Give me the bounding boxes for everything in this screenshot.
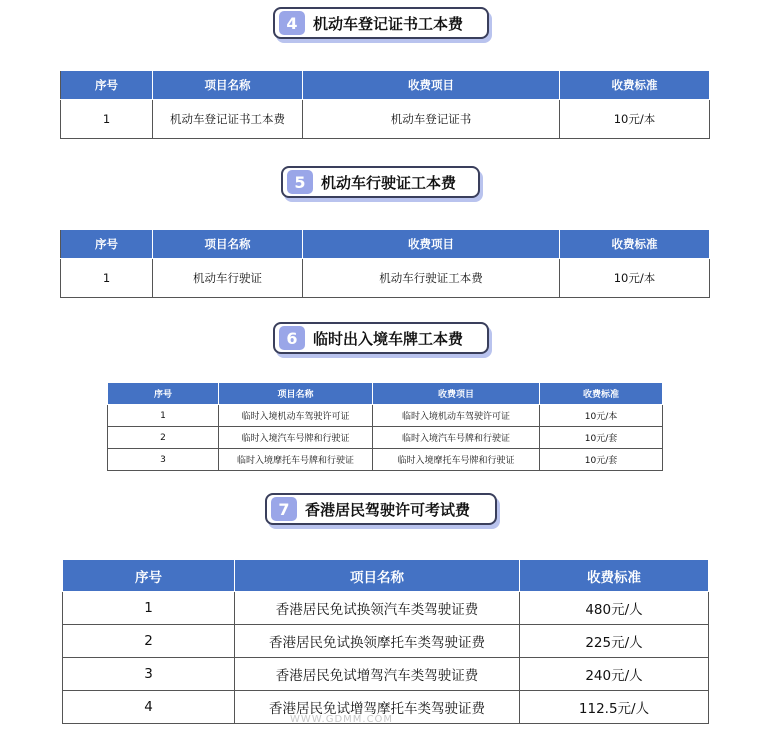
table-cell: 10元/本 <box>560 259 710 298</box>
table-cell: 1 <box>61 259 153 298</box>
header-cell: 收费标准 <box>520 560 709 592</box>
table-cell: 480元/人 <box>520 592 709 625</box>
table-header-row <box>63 560 709 592</box>
section-7-heading <box>265 493 497 525</box>
header-cell: 收费标准 <box>560 230 710 259</box>
table-row <box>108 427 663 449</box>
table-cell: 240元/人 <box>520 658 709 691</box>
table-cell: 临时入境机动车驾驶许可证 <box>373 405 540 427</box>
table-cell: 临时入境摩托车号牌和行驶证 <box>373 449 540 471</box>
section-6-heading <box>273 322 489 354</box>
table-cell: 机动车行驶证 <box>153 259 303 298</box>
section-5-number: 5 <box>287 170 313 194</box>
section-5-heading <box>281 166 480 198</box>
table-cell: 10元/套 <box>540 427 663 449</box>
table-cell: 1 <box>61 100 153 139</box>
table-cell: 临时入境机动车驾驶许可证 <box>219 405 373 427</box>
table-row <box>61 259 710 298</box>
section-4-table <box>60 70 710 139</box>
table-cell: 2 <box>108 427 219 449</box>
section-4-number: 4 <box>279 11 305 35</box>
section-5-title: 机动车行驶证工本费 <box>321 173 457 192</box>
table-cell: 10元/本 <box>560 100 710 139</box>
header-cell: 收费标准 <box>560 71 710 100</box>
table-header-row <box>61 230 710 259</box>
header-cell: 序号 <box>61 230 153 259</box>
section-6-number: 6 <box>279 326 305 350</box>
table-cell: 1 <box>63 592 235 625</box>
header-cell: 项目名称 <box>153 230 303 259</box>
section-5-table <box>60 229 710 298</box>
section-6-table <box>107 382 663 471</box>
header-cell: 序号 <box>108 383 219 405</box>
table-cell: 香港居民免试增驾摩托车类驾驶证费 <box>235 691 520 724</box>
table-cell: 1 <box>108 405 219 427</box>
table-cell: 10元/套 <box>540 449 663 471</box>
section-7-number: 7 <box>271 497 297 521</box>
table-header-row <box>108 383 663 405</box>
table-cell: 香港居民免试增驾汽车类驾驶证费 <box>235 658 520 691</box>
table-row <box>108 449 663 471</box>
table-cell: 3 <box>108 449 219 471</box>
table-cell: 225元/人 <box>520 625 709 658</box>
section-7-table <box>62 559 709 724</box>
watermark: WWW.GDMM.COM <box>290 714 394 725</box>
table-cell: 临时入境汽车号牌和行驶证 <box>373 427 540 449</box>
table-cell: 112.5元/人 <box>520 691 709 724</box>
header-cell: 序号 <box>61 71 153 100</box>
header-cell: 项目名称 <box>219 383 373 405</box>
table-cell: 4 <box>63 691 235 724</box>
header-cell: 序号 <box>63 560 235 592</box>
table-cell: 临时入境汽车号牌和行驶证 <box>219 427 373 449</box>
header-cell: 收费项目 <box>303 71 560 100</box>
section-7-title: 香港居民驾驶许可考试费 <box>305 500 471 519</box>
section-4-title: 机动车登记证书工本费 <box>313 14 464 33</box>
table-cell: 机动车登记证书 <box>303 100 560 139</box>
table-cell: 10元/本 <box>540 405 663 427</box>
header-cell: 收费项目 <box>373 383 540 405</box>
table-cell: 临时入境摩托车号牌和行驶证 <box>219 449 373 471</box>
table-cell: 3 <box>63 658 235 691</box>
table-row <box>63 658 709 691</box>
table-cell: 2 <box>63 625 235 658</box>
header-cell: 收费项目 <box>303 230 560 259</box>
header-cell: 项目名称 <box>235 560 520 592</box>
table-cell: 机动车登记证书工本费 <box>153 100 303 139</box>
table-cell: 香港居民免试换领摩托车类驾驶证费 <box>235 625 520 658</box>
table-row <box>63 625 709 658</box>
table-row <box>63 592 709 625</box>
table-cell: 机动车行驶证工本费 <box>303 259 560 298</box>
header-cell: 项目名称 <box>153 71 303 100</box>
table-row <box>61 100 710 139</box>
table-cell: 香港居民免试换领汽车类驾驶证费 <box>235 592 520 625</box>
table-row <box>108 405 663 427</box>
section-4-heading <box>273 7 489 39</box>
header-cell: 收费标准 <box>540 383 663 405</box>
table-header-row <box>61 71 710 100</box>
section-6-title: 临时出入境车牌工本费 <box>313 329 464 348</box>
